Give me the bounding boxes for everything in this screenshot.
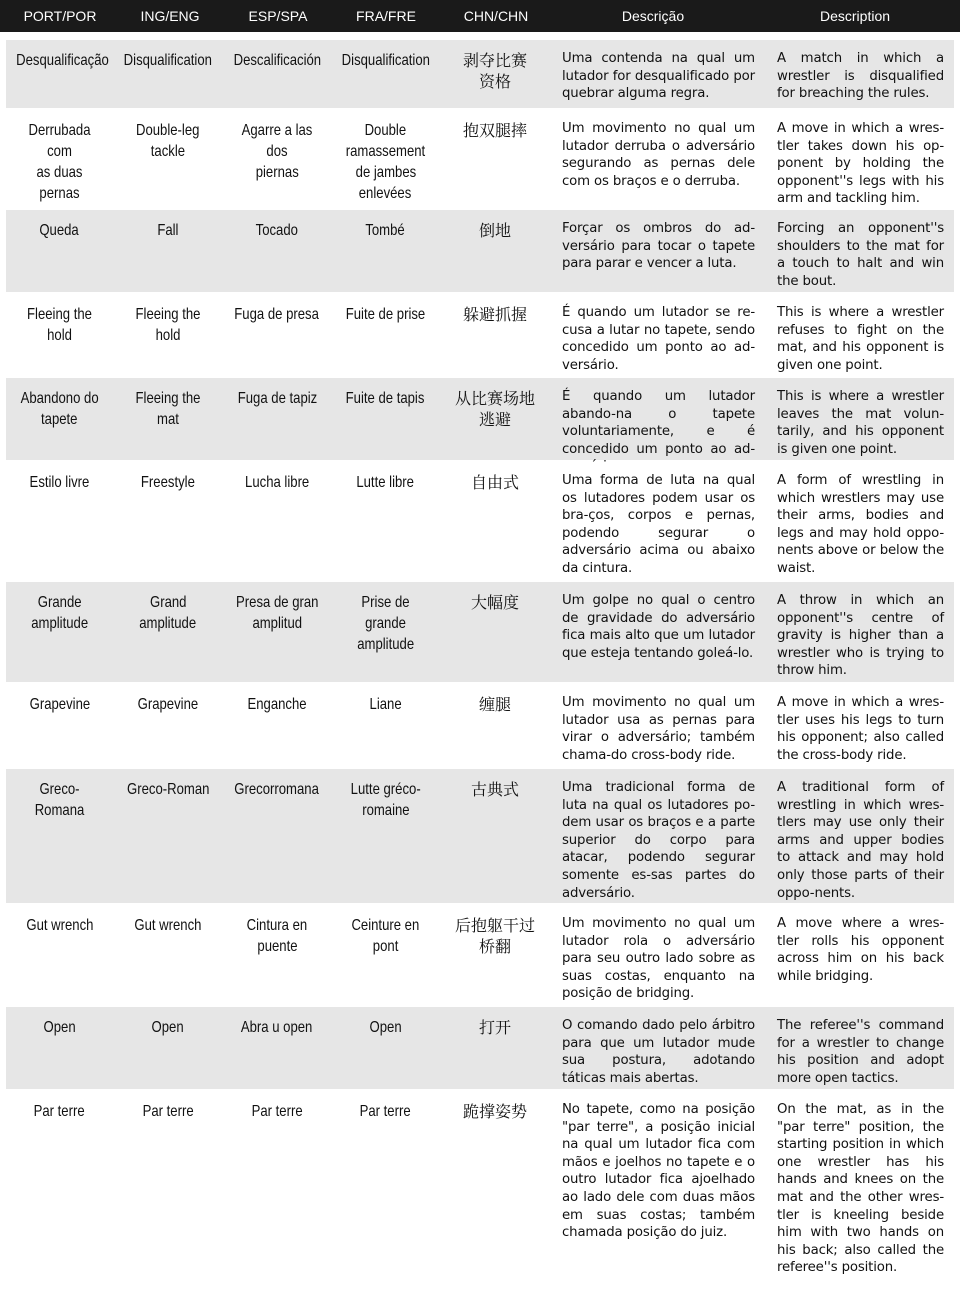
term-por-line: Abandono do: [20, 390, 99, 407]
term-chn-line: 逃避: [478, 410, 511, 429]
term-spa: [223, 378, 331, 460]
table-row: [6, 110, 954, 210]
term-chn-line: 缠腿: [478, 695, 511, 714]
term-eng-line: Freestyle: [141, 474, 195, 491]
term-por: [6, 40, 113, 108]
descricao-pt: Um movimento no qual um lutador rola o adversário para seu outro lado sobre as suas costas, enquanto na posição de bridging.: [562, 916, 755, 1002]
term-eng-line: Double-leg: [136, 122, 200, 139]
description-en: A traditional form of wrestling in which wres-tlers may use only their arms and upper bodies to attack and may hold only those parts of their oppo-nents.: [777, 780, 944, 901]
term-fra-line: romaine: [361, 802, 410, 819]
term-fra-line: amplitude: [357, 636, 414, 653]
term-chn-line: 倒地: [478, 221, 511, 240]
term-chn: [440, 378, 550, 460]
term-fra: [331, 905, 440, 1005]
table-row: [6, 210, 954, 294]
term-por-line: Par terre: [33, 1103, 86, 1120]
term-eng: [113, 110, 223, 208]
term-eng: [113, 294, 223, 376]
term-chn: [440, 1007, 550, 1089]
header-fra: FRA/FRE: [356, 8, 416, 24]
table-row: [6, 378, 954, 462]
term-fra: [331, 294, 440, 376]
term-chn: [440, 769, 550, 903]
term-spa: [223, 1007, 331, 1089]
term-spa-line: Tocado: [255, 222, 299, 239]
term-por: [6, 378, 113, 460]
term-eng: [113, 684, 223, 767]
table-header: [0, 0, 960, 32]
term-eng-line: Greco-Roman: [126, 781, 210, 798]
term-por-line: Grapevine: [29, 696, 90, 713]
term-fra-line: Lutte gréco-: [350, 781, 421, 798]
term-fra: [331, 110, 440, 208]
term-fra-line: Liane: [369, 696, 402, 713]
term-spa: [223, 905, 331, 1005]
description-en: A move where a wres-tler rolls his opponent across him on his back while bridging.: [777, 916, 944, 984]
term-por-line: Estilo livre: [29, 474, 90, 491]
term-por-line: amplitude: [31, 615, 88, 632]
term-eng-line: Fall: [157, 222, 179, 239]
description-en: A throw in which an opponent''s centre of gravity is higher than a wrestler who is trying to throw him.: [777, 593, 944, 679]
header-chn: CHN/CHN: [463, 8, 529, 24]
descricao-pt: Um golpe no qual o centro de gravidade do adversário fica mais alto que um lutador que esteja tentando goleá-lo.: [562, 593, 755, 661]
term-fra-line: pont: [372, 938, 399, 955]
term-eng-line: Fleeing the hold: [135, 306, 201, 344]
term-eng: [113, 1007, 223, 1089]
term-chn-line: 躲避抓握: [462, 305, 527, 324]
term-eng-line: Gut wrench: [134, 917, 202, 934]
term-eng: [113, 378, 223, 460]
term-chn: [440, 294, 550, 376]
term-chn-line: 大幅度: [470, 593, 519, 612]
term-fra-line: Tombé: [365, 222, 406, 239]
term-por-line: as duas pernas: [36, 164, 83, 202]
term-fra: [331, 40, 440, 108]
term-eng-line: Grand: [149, 594, 187, 611]
term-fra-line: Par terre: [359, 1103, 412, 1120]
term-spa-line: Descalificación: [233, 52, 321, 69]
term-por-line: tapete: [41, 411, 78, 428]
term-chn-line: 后抱躯干过: [454, 916, 535, 935]
term-por: [6, 769, 113, 903]
description-en: A move in which a wres-tler takes down his op-ponent by holding the opponent''s legs with his arm and tackling him.: [777, 121, 944, 207]
description-en: A form of wrestling in which wrestlers may use their arms, bodies and legs and may hold oppo-nents above or below the waist.: [777, 473, 944, 576]
term-spa: [223, 110, 331, 208]
term-chn-line: 桥翻: [478, 937, 511, 956]
term-spa-line: piernas: [255, 164, 299, 181]
table-row: [6, 684, 954, 769]
descricao-pt: Um movimento no qual um lutador derruba o adversário segurando as pernas dele com os braços e o derruba.: [562, 121, 755, 189]
term-por: [6, 1091, 113, 1294]
term-spa-line: Grecorromana: [234, 781, 320, 798]
term-fra-line: Open: [369, 1019, 402, 1036]
term-fra-line: de jambes: [355, 164, 416, 181]
term-spa-line: Lucha libre: [244, 474, 310, 491]
term-por-line: Greco-Romana: [34, 781, 85, 819]
term-spa-line: amplitud: [252, 615, 302, 632]
term-fra: [331, 378, 440, 460]
term-por-line: Desqualificação: [16, 52, 109, 69]
term-eng-line: Disqualification: [123, 52, 213, 69]
header-por: PORT/POR: [23, 8, 97, 24]
term-fra-line: Ceinture en: [351, 917, 420, 934]
header-descricao: Descrição: [621, 8, 685, 24]
term-spa: [223, 582, 331, 682]
term-chn: [440, 40, 550, 108]
descricao-pt: O comando dado pelo árbitro para que um lutador mude sua postura, adotando táticas mais abertas.: [562, 1018, 755, 1086]
term-fra-line: enlevées: [359, 185, 412, 202]
term-eng: [113, 769, 223, 903]
term-fra-line: Double: [364, 122, 407, 139]
term-eng: [113, 582, 223, 682]
description-en: This is where a wrestler refuses to fight on the mat, and his opponent is given one point.: [777, 305, 944, 373]
term-eng-line: Fleeing the mat: [135, 390, 201, 428]
description-en: A move in which a wres-tler uses his legs to turn his opponent; also called the cross-body ride.: [777, 695, 944, 763]
term-chn-line: 自由式: [470, 473, 519, 492]
term-eng-line: Open: [151, 1019, 185, 1036]
term-eng: [113, 40, 223, 108]
term-chn: [440, 110, 550, 208]
term-chn: [440, 905, 550, 1005]
descricao-pt: No tapete, como na posição "par terre", a posição inicial na qual um lutador fica com mãos e joelhos no tapete e o outro lutador fica ajoelhado ao lado dele com duas mãos em suas costas; também chamada posição do juiz.: [562, 1102, 755, 1241]
table-row: [6, 769, 954, 905]
term-spa-line: Agarre a las dos: [241, 122, 313, 160]
term-chn: [440, 582, 550, 682]
term-fra-line: ramassement: [345, 143, 426, 160]
term-fra-line: Lutte libre: [356, 474, 415, 491]
term-spa-line: Abra u open: [241, 1019, 313, 1036]
descricao-pt: Uma contenda na qual um lutador for desqualificado por quebrar alguma regra.: [562, 51, 755, 102]
term-spa-line: Presa de gran: [235, 594, 319, 611]
term-por-line: Open: [43, 1019, 76, 1036]
term-eng: [113, 1091, 223, 1294]
term-chn: [440, 1091, 550, 1294]
term-por: [6, 905, 113, 1005]
term-por: [6, 582, 113, 682]
term-chn-line: 资格: [478, 72, 511, 91]
term-spa-line: Fuga de tapiz: [237, 390, 317, 407]
table-body: [0, 40, 960, 1296]
table-row: [6, 905, 954, 1007]
table-row: [6, 1091, 954, 1296]
descricao-pt: É quando um lutador se re-cusa a lutar no tapete, sendo concedido um ponto ao ad-versário.: [562, 305, 755, 373]
term-por-line: Fleeing the hold: [27, 306, 92, 344]
descricao-pt: Uma forma de luta na qual os lutadores podem usar os bra-ços, corpos e pernas, podendo segurar o adversário acima ou abaixo da cintura.: [562, 473, 755, 576]
term-spa: [223, 1091, 331, 1294]
term-chn: [440, 684, 550, 767]
term-chn-line: 打开: [478, 1018, 511, 1037]
term-por: [6, 684, 113, 767]
term-spa-line: Par terre: [251, 1103, 303, 1120]
term-fra: [331, 1007, 440, 1089]
term-spa: [223, 769, 331, 903]
table-row: [6, 1007, 954, 1091]
description-en: This is where a wrestler leaves the mat volun-tarily, and his opponent is given one point.: [777, 389, 944, 457]
term-spa: [223, 210, 331, 292]
term-fra-line: Disqualification: [341, 52, 430, 69]
term-fra-line: Fuite de tapis: [346, 390, 425, 407]
term-por-line: Gut wrench: [25, 917, 94, 934]
term-chn-line: 古典式: [470, 780, 519, 799]
header-spa: ESP/SPA: [248, 8, 308, 24]
term-fra: [331, 1091, 440, 1294]
descricao-pt: Forçar os ombros do ad-versário para tocar o tapete para parar e vencer a luta.: [562, 221, 755, 272]
term-fra-line: Prise de grande: [361, 594, 410, 632]
term-fra: [331, 582, 440, 682]
term-por: [6, 462, 113, 580]
term-eng-line: amplitude: [139, 615, 197, 632]
term-chn-line: 跪撑姿势: [462, 1102, 527, 1121]
term-fra: [331, 210, 440, 292]
table-row: [6, 462, 954, 582]
term-eng-line: Par terre: [142, 1103, 194, 1120]
header-eng: ING/ENG: [140, 8, 200, 24]
term-spa: [223, 462, 331, 580]
term-por-line: Derrubada com: [28, 122, 91, 160]
term-fra: [331, 462, 440, 580]
table-row: [6, 40, 954, 110]
term-spa: [223, 684, 331, 767]
header-description: Description: [819, 8, 891, 24]
term-eng: [113, 210, 223, 292]
descricao-pt: É quando um lutador abando-na o tapete voluntariamente, e é concedido um ponto ao ad-: [562, 389, 755, 457]
description-en: The referee''s command for a wrestler to change his position and adopt more open tactics.: [777, 1018, 944, 1086]
term-eng: [113, 905, 223, 1005]
term-fra: [331, 684, 440, 767]
term-chn: [440, 210, 550, 292]
term-por: [6, 294, 113, 376]
descricao-pt: Um movimento no qual um lutador usa as pernas para virar o adversário; também chama-do cross-body ride.: [562, 695, 755, 763]
term-spa-line: Enganche: [247, 696, 307, 713]
term-eng-line: tackle: [150, 143, 186, 160]
description-en: Forcing an opponent''s shoulders to the mat for a touch to halt and win the bout.: [777, 221, 944, 289]
descricao-pt: Uma tradicional forma de luta na qual os lutadores po-dem usar os braços e a parte superior do corpo para atacar, podendo segurar somente es-sas partes do adversário.: [562, 780, 755, 901]
term-por-line: Queda: [39, 222, 80, 239]
term-chn-line: 从比赛场地: [454, 389, 535, 408]
term-por: [6, 110, 113, 208]
term-eng-line: Grapevine: [137, 696, 199, 713]
term-spa-line: Fuga de presa: [234, 306, 320, 323]
table-row: [6, 294, 954, 378]
term-por: [6, 210, 113, 292]
description-en: On the mat, as in the "par terre" position, the starting position in which one wrestler has his hands and knees on the mat and the other wres-tler is kneeling beside him with two hands on his back; also called the referee''s position.: [777, 1102, 944, 1276]
term-chn: [440, 462, 550, 580]
description-en: A match in which a wrestler is disqualified for breaching the rules.: [777, 51, 944, 102]
term-spa-line: puente: [256, 938, 298, 955]
term-eng: [113, 462, 223, 580]
term-spa-line: Cintura en: [246, 917, 308, 934]
table-row: [6, 582, 954, 684]
term-spa: [223, 40, 331, 108]
term-por-line: Grande: [37, 594, 82, 611]
term-por: [6, 1007, 113, 1089]
term-fra: [331, 769, 440, 903]
term-chn-line: 剥夺比赛: [462, 51, 527, 70]
term-chn-line: 抱双腿摔: [462, 121, 527, 140]
term-fra-line: Fuite de prise: [345, 306, 426, 323]
term-spa: [223, 294, 331, 376]
